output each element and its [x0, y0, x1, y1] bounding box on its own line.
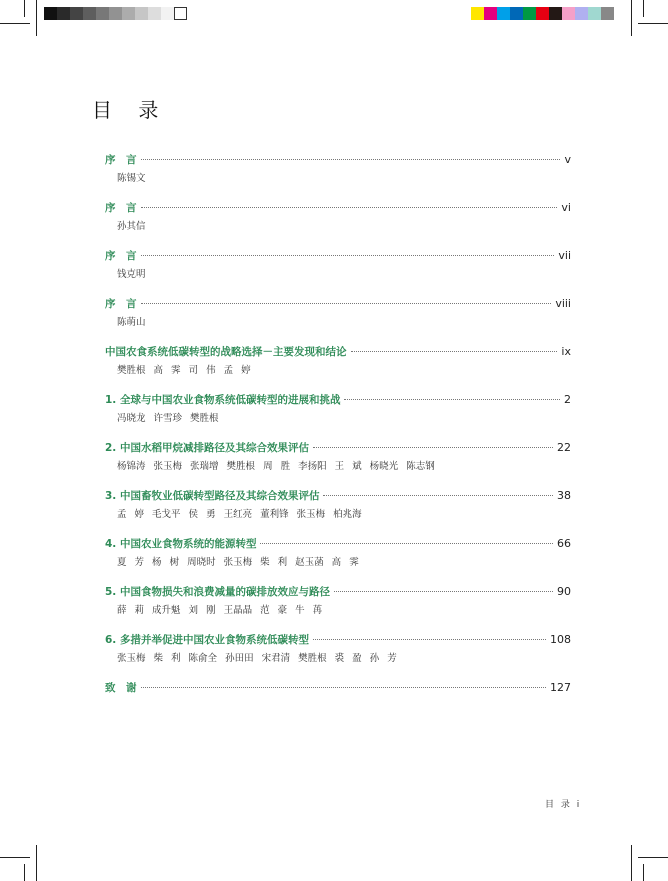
toc-leader-dots	[141, 303, 552, 304]
toc-entry-page-number: 108	[550, 633, 571, 646]
toc-entry-title: 序 言	[105, 154, 137, 166]
crop-mark-top-right-v2	[643, 0, 644, 17]
toc-entry-authors: 冯晓龙 许雪珍 樊胜根	[117, 413, 219, 424]
toc-title-line	[105, 296, 571, 312]
crop-mark-top-left-v2	[24, 0, 25, 17]
toc-entry-page-number: v	[564, 153, 571, 166]
toc-title-line	[105, 152, 571, 168]
toc-entry-authors: 孙其信	[117, 221, 146, 232]
toc-entry[interactable]	[105, 248, 571, 280]
toc-leader-dots	[323, 495, 553, 496]
toc-entry-title: 2. 中国水稻甲烷减排路径及其综合效果评估	[105, 442, 309, 454]
toc-entry-authors: 陈萌山	[117, 317, 146, 328]
calibration-swatch	[57, 7, 70, 20]
toc-entry-authors: 夏 芳 杨 树 周晓时 张玉梅 柴 利 赵玉菡 高 霁	[117, 557, 359, 568]
calibration-swatch	[484, 7, 497, 20]
calibration-swatch	[562, 7, 575, 20]
toc-title-line	[105, 392, 571, 408]
crop-mark-bottom-left-h	[0, 857, 30, 858]
toc-entry[interactable]	[105, 344, 571, 376]
toc-title-line	[105, 632, 571, 648]
toc-entry[interactable]	[105, 536, 571, 568]
toc-entry-title: 4. 中国农业食物系统的能源转型	[105, 538, 257, 550]
toc-entry-title: 中国农食系统低碳转型的战略选择－主要发现和结论	[105, 346, 347, 358]
toc-entry[interactable]	[105, 200, 571, 232]
footer-label: 目 录	[545, 800, 572, 810]
crop-mark-bottom-left-v2	[24, 864, 25, 881]
crop-mark-bottom-right-v2	[643, 864, 644, 881]
calibration-swatch	[109, 7, 122, 20]
footer-page-number: i	[576, 800, 582, 810]
toc-entry-page-number: 38	[557, 489, 571, 502]
toc-title-line	[105, 584, 571, 600]
toc-leader-dots	[313, 639, 546, 640]
toc-entry-page-number: vii	[558, 249, 571, 262]
toc-title-line	[105, 248, 571, 264]
toc-entry[interactable]	[105, 584, 571, 616]
calibration-swatch	[497, 7, 510, 20]
toc-entry[interactable]	[105, 296, 571, 328]
toc-entry-page-number: ix	[561, 345, 571, 358]
calibration-swatch	[135, 7, 148, 20]
toc-entry-authors: 薛 莉 成升魁 刘 刚 王晶晶 范 豪 牛 苒	[117, 605, 323, 616]
calibration-swatch	[70, 7, 83, 20]
toc-entry-title: 3. 中国畜牧业低碳转型路径及其综合效果评估	[105, 490, 320, 502]
calibration-swatch	[575, 7, 588, 20]
toc-title-line	[105, 680, 571, 696]
grayscale-calibration-bar	[44, 7, 187, 20]
calibration-swatch	[536, 7, 549, 20]
calibration-swatch	[588, 7, 601, 20]
toc-entry-authors: 张玉梅 柴 利 陈俞全 孙田田 宋君清 樊胜根 裘 盈 孙 芳	[117, 653, 397, 664]
toc-entry-page-number: 66	[557, 537, 571, 550]
toc-title-line	[105, 536, 571, 552]
toc-leader-dots	[141, 159, 561, 160]
calibration-swatch	[174, 7, 187, 20]
toc-entry-page-number: 127	[550, 681, 571, 694]
page-footer	[545, 797, 581, 810]
toc-entry[interactable]	[105, 440, 571, 472]
toc-leader-dots	[141, 687, 547, 688]
toc-entry-title: 序 言	[105, 202, 137, 214]
toc-entry-title: 5. 中国食物损失和浪费减量的碳排放效应与路径	[105, 586, 330, 598]
toc-entry-title: 致 谢	[105, 682, 137, 694]
toc-entry-title: 1. 全球与中国农业食物系统低碳转型的进展和挑战	[105, 394, 341, 406]
toc-entry-title: 序 言	[105, 298, 137, 310]
calibration-swatch	[601, 7, 614, 20]
crop-mark-top-right-v	[631, 0, 632, 36]
toc-entry-page-number: 90	[557, 585, 571, 598]
calibration-swatch	[122, 7, 135, 20]
calibration-swatch	[549, 7, 562, 20]
crop-mark-bottom-right-h	[638, 857, 668, 858]
toc-entry-page-number: viii	[555, 297, 571, 310]
calibration-swatch	[44, 7, 57, 20]
toc-entry-page-number: 2	[564, 393, 571, 406]
toc-entry-authors: 杨锦涛 张玉梅 张瑞增 樊胜根 周 胜 李扬阳 王 斌 杨晓光 陈志钢	[117, 461, 435, 472]
toc-entry-authors: 钱克明	[117, 269, 146, 280]
toc-leader-dots	[313, 447, 553, 448]
toc-entry[interactable]	[105, 680, 571, 696]
toc-entry-authors: 陈锡文	[117, 173, 146, 184]
toc-title-line	[105, 488, 571, 504]
toc-leader-dots	[260, 543, 553, 544]
crop-mark-top-left-v	[36, 0, 37, 36]
toc-leader-dots	[141, 207, 558, 208]
calibration-swatch	[523, 7, 536, 20]
calibration-swatch	[471, 7, 484, 20]
toc-entry[interactable]	[105, 632, 571, 664]
toc-title-line	[105, 344, 571, 360]
calibration-swatch	[96, 7, 109, 20]
toc-leader-dots	[334, 591, 553, 592]
toc-entry[interactable]	[105, 152, 571, 184]
crop-mark-bottom-left-v	[36, 845, 37, 881]
color-calibration-bar	[471, 7, 614, 20]
toc-entry-title: 6. 多措并举促进中国农业食物系统低碳转型	[105, 634, 309, 646]
toc-leader-dots	[141, 255, 555, 256]
toc-title-line	[105, 440, 571, 456]
toc-title-line	[105, 200, 571, 216]
toc-entry-page-number: 22	[557, 441, 571, 454]
toc-entry[interactable]	[105, 488, 571, 520]
toc-entry-page-number: vi	[561, 201, 571, 214]
page-title: 目 录	[92, 98, 169, 122]
crop-mark-top-left-h	[0, 23, 30, 24]
crop-mark-top-right-h	[638, 23, 668, 24]
toc-entry-authors: 樊胜根 高 霁 司 伟 孟 婷	[117, 365, 251, 376]
toc-entry-authors: 孟 婷 毛戈平 侯 勇 王红亮 董利锋 张玉梅 柏兆海	[117, 509, 362, 520]
toc-leader-dots	[344, 399, 560, 400]
calibration-swatch	[83, 7, 96, 20]
crop-mark-bottom-right-v	[631, 845, 632, 881]
toc-entry-title: 序 言	[105, 250, 137, 262]
calibration-swatch	[161, 7, 174, 20]
toc-leader-dots	[351, 351, 558, 352]
calibration-swatch	[148, 7, 161, 20]
toc-entry[interactable]	[105, 392, 571, 424]
calibration-swatch	[510, 7, 523, 20]
